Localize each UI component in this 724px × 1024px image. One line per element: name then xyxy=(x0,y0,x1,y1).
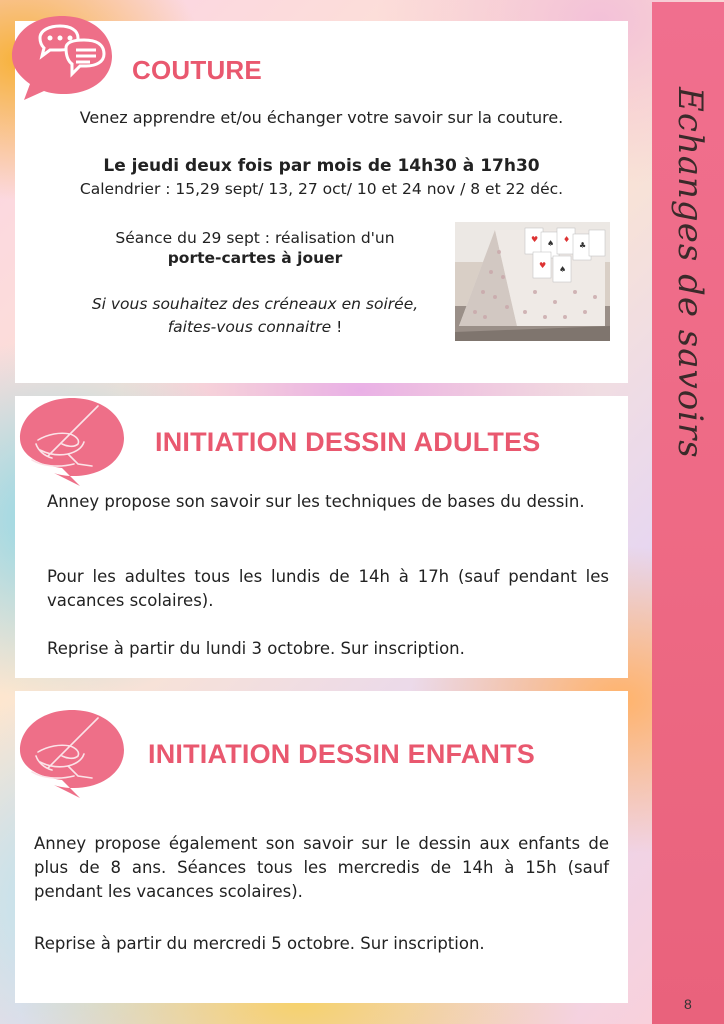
hand-drawing-icon xyxy=(18,394,126,486)
couture-session-project: porte-cartes à jouer xyxy=(167,249,343,267)
svg-text:♠: ♠ xyxy=(547,239,555,248)
couture-session-text: Séance du 29 sept : réalisation d'un xyxy=(115,229,395,247)
enfants-paragraph-2: Reprise à partir du mercredi 5 octobre. Sur inscription. xyxy=(34,934,485,953)
couture-evening-line2-end: ! xyxy=(331,318,343,336)
adultes-paragraph-3: Reprise à partir du lundi 3 octobre. Sur inscription. xyxy=(47,639,465,658)
couture-intro: Venez apprendre et/ou échanger votre savoir sur la couture. xyxy=(79,108,564,127)
svg-text:♥: ♥ xyxy=(531,235,539,244)
sidebar-band xyxy=(652,2,724,1024)
adultes-paragraph-1: Anney propose son savoir sur les techniques de bases du dessin. xyxy=(47,492,585,511)
svg-text:♥: ♥ xyxy=(539,261,547,270)
chat-bubble-icon xyxy=(10,12,114,102)
couture-schedule: Le jeudi deux fois par mois de 14h30 à 17h30 xyxy=(103,156,540,176)
couture-evening-line2-text: faites-vous connaitre xyxy=(167,318,332,336)
adultes-paragraph-2: Pour les adultes tous les lundis de 14h à 17h (sauf pendant les vacances scolaires). xyxy=(47,567,609,610)
couture-calendar: Calendrier : 15,29 sept/ 13, 27 oct/ 10 et 24 nov / 8 et 22 déc. xyxy=(79,180,564,198)
svg-text:♠: ♠ xyxy=(559,265,567,274)
hand-drawing-icon xyxy=(18,706,126,798)
svg-text:♦: ♦ xyxy=(563,235,571,244)
couture-title: COUTURE xyxy=(132,55,262,85)
card-holder-photo xyxy=(455,222,610,341)
sidebar-title: Echanges de savoirs xyxy=(670,87,710,459)
enfants-title: INITIATION DESSIN ENFANTS xyxy=(148,739,536,769)
couture-evening-line1: Si vous souhaitez des créneaux en soirée, xyxy=(91,295,419,313)
couture-evening-line2 xyxy=(60,318,450,336)
svg-text:♣: ♣ xyxy=(579,241,587,250)
page-number: 8 xyxy=(684,996,692,1012)
enfants-paragraph-1: Anney propose également son savoir sur le dessin aux enfants de plus de 8 ans. Séances tous les mercredis de 14h à 15h (sauf pendant les vacances scolaires). xyxy=(34,834,609,901)
adultes-title: INITIATION DESSIN ADULTES xyxy=(155,427,541,457)
